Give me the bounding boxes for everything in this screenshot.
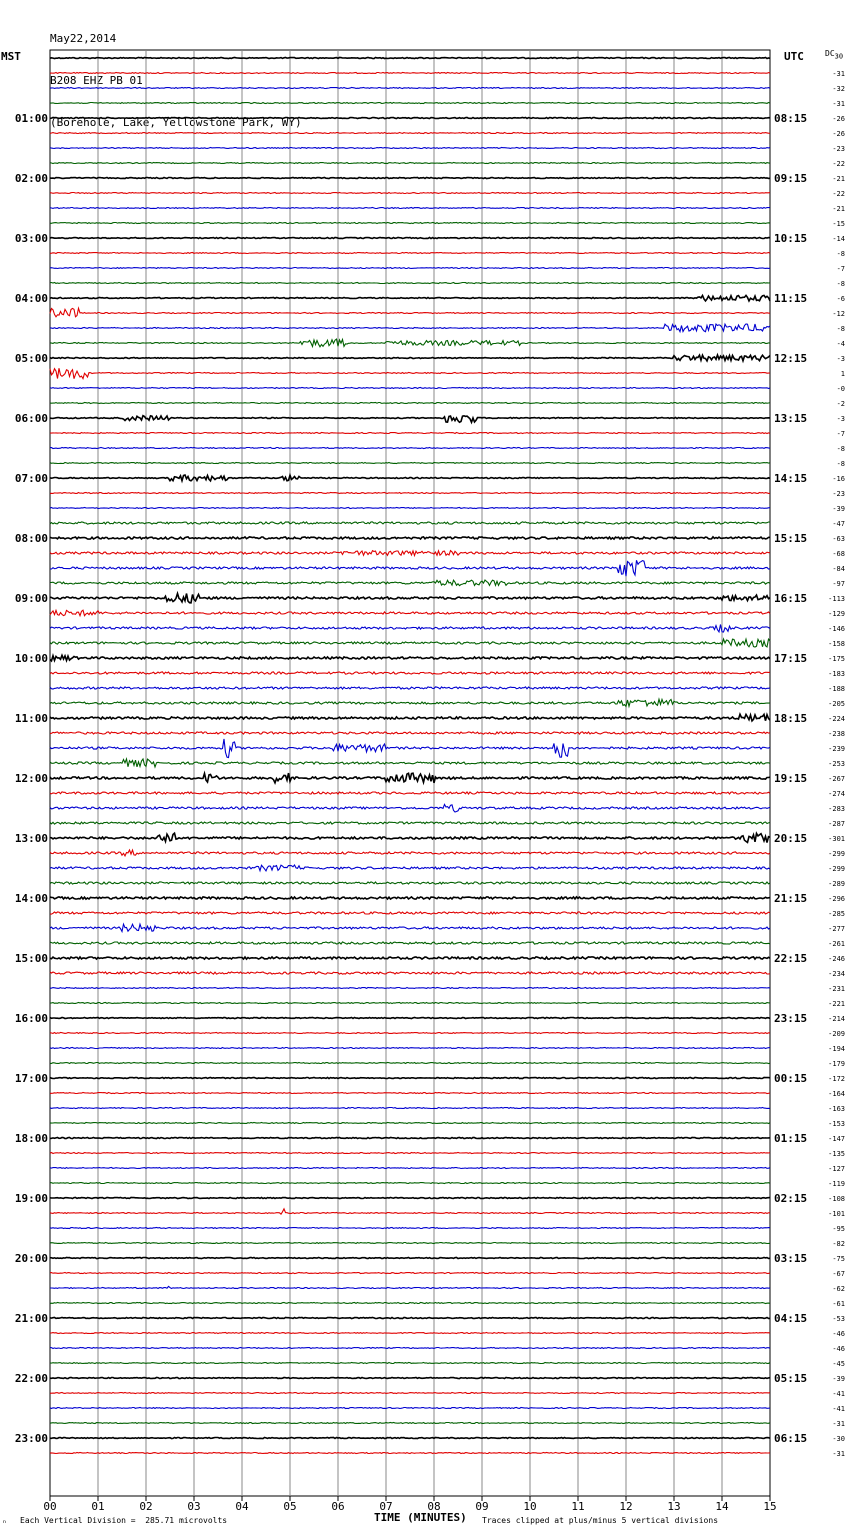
trace-line — [50, 508, 770, 509]
utc-hour-label: 00:15 — [774, 1072, 808, 1085]
utc-hour-label: 15:15 — [774, 532, 808, 545]
trace-line — [50, 699, 770, 706]
dc-offset-label: -22 — [832, 160, 845, 168]
trace-line — [50, 560, 770, 576]
trace-line — [50, 368, 770, 379]
dc-offset-label: -299 — [828, 865, 845, 873]
utc-hour-label: 04:15 — [774, 1312, 808, 1325]
dc-offset-label: -46 — [832, 1330, 845, 1338]
trace-line — [50, 580, 770, 586]
dc-offset-label: -214 — [828, 1015, 845, 1023]
dc-offset-label: -8 — [836, 325, 845, 333]
dc-offset-label: -75 — [832, 1255, 845, 1263]
trace-line — [50, 1198, 770, 1199]
utc-hour-label: 16:15 — [774, 592, 808, 605]
x-tick-label: 05 — [283, 1500, 297, 1513]
dc-offset-label: -301 — [828, 835, 845, 843]
dc-offset-label: -127 — [828, 1165, 845, 1173]
trace-line — [50, 1453, 770, 1454]
trace-line — [50, 388, 770, 389]
dc-offset-label: -188 — [828, 685, 845, 693]
trace-line — [50, 924, 770, 931]
trace-line — [50, 865, 770, 871]
dc-offset-label: -164 — [828, 1090, 845, 1098]
utc-hour-label: 18:15 — [774, 712, 808, 725]
dc-offset-label: -23 — [832, 490, 845, 498]
utc-hour-label: 20:15 — [774, 832, 808, 845]
dc-offset-label: -26 — [832, 130, 845, 138]
dc-offset-label: -14 — [832, 235, 845, 243]
utc-hour-label: 22:15 — [774, 952, 808, 965]
utc-hour-label: 21:15 — [774, 892, 808, 905]
dc-offset-label: -146 — [828, 625, 845, 633]
x-tick-label: 01 — [91, 1500, 105, 1513]
dc-offset-label: -32 — [832, 85, 845, 93]
mst-hour-label: 13:00 — [14, 832, 48, 845]
trace-line — [50, 804, 770, 812]
trace-line — [50, 268, 770, 269]
trace-line — [50, 253, 770, 254]
dc-offset-label: -22 — [832, 190, 845, 198]
dc-offset-label: -183 — [828, 670, 845, 678]
dc-label-text: DC — [825, 49, 835, 58]
mst-hour-label: 18:00 — [14, 1132, 48, 1145]
trace-line — [50, 1123, 770, 1124]
dc-offset-label: -31 — [832, 70, 845, 78]
utc-hour-label: 09:15 — [774, 172, 808, 185]
x-tick-label: 00 — [43, 1500, 57, 1513]
dc-offset-label: -62 — [832, 1285, 845, 1293]
mst-hour-label: 22:00 — [14, 1372, 48, 1385]
scale-note: Each Vertical Division = 285.71 microvolts — [20, 1516, 228, 1525]
trace-line — [50, 448, 770, 449]
trace-line — [50, 1408, 770, 1409]
mst-hour-label: 14:00 — [14, 892, 48, 905]
trace-line — [50, 73, 770, 74]
trace-line — [50, 103, 770, 104]
dc-offset-label: -209 — [828, 1030, 845, 1038]
dc-offset-label: -12 — [832, 310, 845, 318]
dc-offset-label: -175 — [828, 655, 845, 663]
mst-hour-label: 19:00 — [14, 1192, 48, 1205]
trace-line — [50, 1393, 770, 1394]
mst-hour-label: 08:00 — [14, 532, 48, 545]
trace-line — [50, 1168, 770, 1169]
trace-line — [50, 1303, 770, 1304]
utc-hour-label: 17:15 — [774, 652, 808, 665]
trace-line — [50, 1183, 770, 1184]
dc-offset-label: -63 — [832, 535, 845, 543]
trace-line — [50, 324, 770, 332]
trace-line — [50, 133, 770, 134]
trace-line — [50, 58, 770, 59]
trace-line — [50, 1018, 770, 1019]
trace-line — [50, 1378, 770, 1379]
dc-offset-label: -68 — [832, 550, 845, 558]
trace-line — [50, 1273, 770, 1274]
dc-offset-label: -16 — [832, 475, 845, 483]
trace-line — [50, 88, 770, 89]
utc-hour-label: 10:15 — [774, 232, 808, 245]
dc-offset-label: -39 — [832, 1375, 845, 1383]
trace-line — [50, 1363, 770, 1364]
dc-offset-label: -289 — [828, 880, 845, 888]
mst-hour-label: 15:00 — [14, 952, 48, 965]
trace-line — [50, 1209, 770, 1214]
mst-hour-label: 06:00 — [14, 412, 48, 425]
dc-offset-label: -147 — [828, 1135, 845, 1143]
x-tick-label: 04 — [235, 1500, 249, 1513]
mst-hour-label: 07:00 — [14, 472, 48, 485]
trace-line — [50, 238, 770, 239]
trace-line — [50, 1033, 770, 1034]
dc-offset-label: -267 — [828, 775, 845, 783]
trace-line — [50, 1093, 770, 1094]
trace-line — [50, 1333, 770, 1334]
dc-offset-label: -30 — [832, 1435, 845, 1443]
dc-first-value: 30 — [834, 52, 844, 61]
dc-offset-label: -47 — [832, 520, 845, 528]
trace-line — [50, 1108, 770, 1109]
x-tick-label: 11 — [571, 1500, 585, 1513]
dc-offset-label: -8 — [836, 460, 845, 468]
trace-line — [50, 551, 770, 556]
dc-offset-label: -283 — [828, 805, 845, 813]
dc-offset-label: -21 — [832, 205, 845, 213]
x-tick-label: 09 — [475, 1500, 489, 1513]
trace-line — [50, 283, 770, 284]
dc-offset-label: -163 — [828, 1105, 845, 1113]
dc-offset-label: -246 — [828, 955, 845, 963]
mst-hour-label: 03:00 — [14, 232, 48, 245]
utc-hour-label: 08:15 — [774, 112, 808, 125]
dc-offset-label: -6 — [836, 295, 845, 303]
x-tick-label: 07 — [379, 1500, 393, 1513]
mst-hour-label: 12:00 — [14, 772, 48, 785]
trace-line — [50, 163, 770, 164]
trace-line — [50, 208, 770, 209]
trace-line — [50, 148, 770, 149]
dc-offset-label: -285 — [828, 910, 845, 918]
x-tick-label: 14 — [715, 1500, 729, 1513]
trace-line — [50, 822, 770, 824]
trace-line — [50, 308, 770, 317]
mst-hour-label: 09:00 — [14, 592, 48, 605]
trace-line — [50, 850, 770, 856]
trace-line — [50, 1153, 770, 1154]
mst-hour-label: 21:00 — [14, 1312, 48, 1325]
utc-hour-label: 13:15 — [774, 412, 808, 425]
x-tick-label: 12 — [619, 1500, 633, 1513]
dc-offset-label: -231 — [828, 985, 845, 993]
trace-line — [50, 610, 770, 616]
trace-line — [50, 522, 770, 524]
dc-offset-label: -158 — [828, 640, 845, 648]
dc-offset-label: -224 — [828, 715, 845, 723]
trace-line — [50, 988, 770, 989]
dc-offset-label: -7 — [836, 430, 845, 438]
trace-line — [50, 912, 770, 914]
dc-offset-label: -53 — [832, 1315, 845, 1323]
trace-line — [50, 792, 770, 794]
x-tick-label: 13 — [667, 1500, 681, 1513]
dc-offset-label: -84 — [832, 565, 845, 573]
utc-hour-label: 11:15 — [774, 292, 808, 305]
dc-offset-label: -261 — [828, 940, 845, 948]
trace-line — [50, 355, 770, 361]
mst-hour-label: 16:00 — [14, 1012, 48, 1025]
utc-hour-label: 14:15 — [774, 472, 808, 485]
trace-line — [50, 714, 770, 721]
dc-offset-label: -7 — [836, 265, 845, 273]
trace-line — [50, 1138, 770, 1139]
dc-offset-label: -31 — [832, 1420, 845, 1428]
dc-offset-label: -0 — [836, 385, 845, 393]
trace-line — [50, 972, 770, 974]
dc-offset-label: -8 — [836, 280, 845, 288]
dc-offset-label: -129 — [828, 610, 845, 618]
dc-offset-label: -299 — [828, 850, 845, 858]
dc-offset-label: -3 — [836, 415, 845, 423]
trace-line — [50, 416, 770, 423]
trace-line — [50, 1048, 770, 1049]
trace-line — [50, 178, 770, 179]
dc-offset-label: -179 — [828, 1060, 845, 1068]
trace-line — [50, 625, 770, 633]
trace-line — [50, 732, 770, 734]
dc-offset-label: -41 — [832, 1405, 845, 1413]
dc-offset-label: -3 — [836, 355, 845, 363]
dc-offset-label: -39 — [832, 505, 845, 513]
x-tick-label: 03 — [187, 1500, 201, 1513]
trace-line — [50, 1423, 770, 1424]
mst-hour-label: 02:00 — [14, 172, 48, 185]
dc-offset-label: -67 — [832, 1270, 845, 1278]
trace-line — [50, 193, 770, 194]
trace-line — [50, 1258, 770, 1259]
mst-hour-label: 11:00 — [14, 712, 48, 725]
dc-offset-label: -45 — [832, 1360, 845, 1368]
trace-line — [50, 687, 770, 689]
dc-offset-label: -23 — [832, 145, 845, 153]
dc-offset-label: -194 — [828, 1045, 845, 1053]
utc-hour-label: 02:15 — [774, 1192, 808, 1205]
dc-offset-label: -95 — [832, 1225, 845, 1233]
x-tick-label: 08 — [427, 1500, 441, 1513]
dc-offset-label: 1 — [840, 370, 845, 378]
trace-line — [50, 118, 770, 119]
trace-line — [50, 223, 770, 224]
utc-label: UTC — [784, 50, 804, 63]
utc-hour-label: 05:15 — [774, 1372, 808, 1385]
trace-line — [50, 1318, 770, 1319]
trace-line — [50, 594, 770, 603]
dc-offset-label: -296 — [828, 895, 845, 903]
trace-line — [50, 1286, 770, 1288]
trace-line — [50, 1228, 770, 1229]
dc-offset-label: -172 — [828, 1075, 845, 1083]
utc-hour-label: 06:15 — [774, 1432, 808, 1445]
station-location: (Borehole, Lake, Yellowstone Park, WY) — [50, 116, 302, 129]
dc-offset-label: -8 — [836, 250, 845, 258]
trace-line — [50, 1243, 770, 1244]
dc-offset-label: -239 — [828, 745, 845, 753]
mst-hour-label: 10:00 — [14, 652, 48, 665]
utc-hour-label: 01:15 — [774, 1132, 808, 1145]
dc-offset-label: -234 — [828, 970, 845, 978]
dc-offset-label: -135 — [828, 1150, 845, 1158]
mst-hour-label: 20:00 — [14, 1252, 48, 1265]
mst-label: MST — [1, 50, 21, 63]
x-axis-title: TIME (MINUTES) — [374, 1511, 467, 1524]
utc-hour-label: 03:15 — [774, 1252, 808, 1265]
trace-line — [50, 433, 770, 434]
trace-line — [50, 739, 770, 758]
dc-offset-label: -238 — [828, 730, 845, 738]
dc-offset-label: -113 — [828, 595, 845, 603]
trace-line — [50, 493, 770, 494]
mst-hour-label: 23:00 — [14, 1432, 48, 1445]
trace-line — [50, 1438, 770, 1439]
x-tick-label: 06 — [331, 1500, 345, 1513]
utc-hour-label: 12:15 — [774, 352, 808, 365]
mst-hour-label: 17:00 — [14, 1072, 48, 1085]
dc-offset-label: -253 — [828, 760, 845, 768]
corner-mark: ₙ — [2, 1516, 7, 1525]
dc-offset-label: -41 — [832, 1390, 845, 1398]
trace-line — [50, 639, 770, 647]
dc-offset-label: -15 — [832, 220, 845, 228]
utc-hour-label: 19:15 — [774, 772, 808, 785]
trace-line — [50, 897, 770, 899]
mst-hour-label: 04:00 — [14, 292, 48, 305]
mst-hour-label: 01:00 — [14, 112, 48, 125]
x-tick-label: 15 — [763, 1500, 777, 1513]
trace-line — [50, 463, 770, 464]
seismic-traces — [50, 58, 770, 1454]
trace-line — [50, 833, 770, 842]
clip-note: Traces clipped at plus/minus 5 vertical divisions — [482, 1516, 719, 1525]
dc-offset-label: -2 — [836, 400, 845, 408]
trace-line — [50, 655, 770, 661]
trace-line — [50, 672, 770, 674]
chart-date: May22,2014 — [50, 32, 117, 45]
dc-offset-label: -274 — [828, 790, 845, 798]
trace-line — [50, 957, 770, 959]
dc-offset-label: -4 — [836, 340, 845, 348]
x-tick-label: 02 — [139, 1500, 153, 1513]
dc-offset-label: -101 — [828, 1210, 845, 1218]
trace-line — [50, 475, 770, 481]
dc-offset-label: -287 — [828, 820, 845, 828]
dc-offset-label: -21 — [832, 175, 845, 183]
dc-offset-label: -119 — [828, 1180, 845, 1188]
trace-line — [50, 403, 770, 404]
trace-line — [50, 339, 770, 347]
dc-offset-label: -31 — [832, 100, 845, 108]
trace-line — [50, 882, 770, 884]
trace-line — [50, 942, 770, 944]
trace-line — [50, 1063, 770, 1064]
x-tick-label: 10 — [523, 1500, 537, 1513]
dc-offset-label: -205 — [828, 700, 845, 708]
trace-line — [50, 295, 770, 301]
dc-offset-label: -26 — [832, 115, 845, 123]
dc-offset-label: -108 — [828, 1195, 845, 1203]
dc-offset-label: -46 — [832, 1345, 845, 1353]
dc-offset-label: -8 — [836, 445, 845, 453]
dc-offset-label: -31 — [832, 1450, 845, 1458]
dc-offset-label: -153 — [828, 1120, 845, 1128]
trace-line — [50, 537, 770, 539]
dc-offset-label: -97 — [832, 580, 845, 588]
trace-line — [50, 1348, 770, 1349]
dc-offset-label: -221 — [828, 1000, 845, 1008]
utc-hour-label: 23:15 — [774, 1012, 808, 1025]
mst-hour-label: 05:00 — [14, 352, 48, 365]
trace-line — [50, 759, 770, 767]
trace-line — [50, 773, 770, 783]
dc-offset-label: -277 — [828, 925, 845, 933]
dc-offset-label: -82 — [832, 1240, 845, 1248]
trace-line — [50, 1003, 770, 1004]
station-id: B208 EHZ PB 01 — [50, 74, 143, 87]
dc-offset-label: -61 — [832, 1300, 845, 1308]
trace-line — [50, 1078, 770, 1079]
